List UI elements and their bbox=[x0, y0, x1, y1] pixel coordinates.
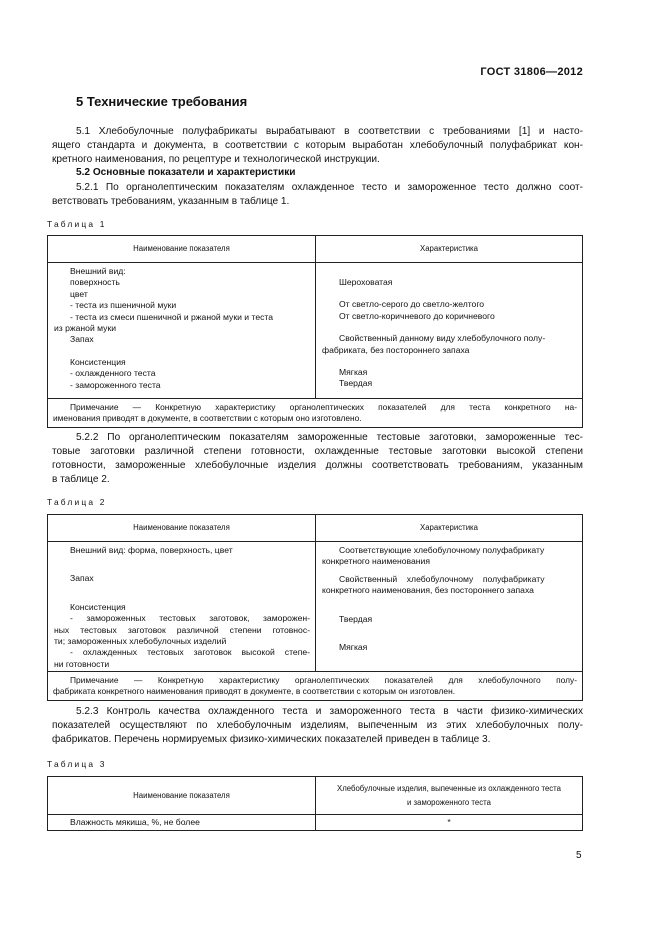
section-title: 5 Технические требования bbox=[76, 94, 248, 109]
table-2-right-cell bbox=[316, 542, 583, 672]
table-1-caption: Таблица 1 bbox=[47, 219, 107, 229]
row-label: поверхность bbox=[70, 277, 120, 288]
row-label: ти; замороженных хлебобулочных изделий bbox=[54, 636, 227, 647]
table-3-col1-header: Наименование показателя bbox=[48, 777, 316, 815]
subsection-title: 5.2 Основные показатели и характеристики bbox=[76, 167, 296, 178]
row-label: - замороженных тестовых заготовок, заморожен- bbox=[70, 613, 310, 624]
row-label: Внешний вид: форма, поверхность, цвет bbox=[70, 545, 233, 555]
row-label: - замороженного теста bbox=[70, 379, 161, 390]
table-3-row1-value: * bbox=[316, 815, 583, 831]
text-line: 5.1 Хлебобулочные полуфабрикаты вырабатывают в соответствии с требованиями [1] и насто- bbox=[76, 126, 583, 137]
row-value: Свойственный данному виду хлебобулочного полу- bbox=[339, 333, 546, 344]
table-1-right-cell bbox=[316, 263, 583, 399]
table-3-caption: Таблица 3 bbox=[47, 759, 107, 769]
table-1-col1-header: Наименование показателя bbox=[48, 236, 316, 263]
row-label: - теста из смеси пшеничной и ржаной муки и теста bbox=[70, 311, 274, 322]
row-label: цвет bbox=[70, 288, 88, 299]
table-3-col2-header bbox=[316, 777, 583, 815]
row-value: фабриката, без постороннего запаха bbox=[322, 344, 470, 355]
table-2 bbox=[47, 514, 583, 701]
row-label: - теста из пшеничной муки bbox=[70, 300, 177, 311]
row-value: Шероховатая bbox=[339, 277, 393, 287]
table-2-note bbox=[48, 672, 583, 701]
table-1-left-cell bbox=[48, 263, 316, 399]
row-value: От светло-серого до светло-желтого bbox=[339, 299, 485, 310]
table-2-col1-header: Наименование показателя bbox=[48, 515, 316, 542]
row-label: - охлажденных тестовых заготовок высокой степе- bbox=[70, 647, 310, 658]
table-3-row1-name: Влажность мякиша, %, не более bbox=[48, 815, 316, 831]
row-label: ни готовности bbox=[54, 658, 110, 669]
row-label: Консистенция bbox=[70, 601, 126, 612]
text-line: в таблице 2. bbox=[52, 473, 110, 485]
paragraph-5-2-2 bbox=[52, 431, 583, 487]
table-3 bbox=[47, 776, 583, 831]
note-line: фабриката конкретного наименования приводят в документе, в соответствии с которым он изготовлен. bbox=[53, 686, 456, 697]
text-line: 5.2.3 Контроль качества охлажденного теста и замороженного теста в части физико-химических bbox=[76, 706, 583, 717]
table-2-col2-header: Характеристика bbox=[316, 515, 583, 542]
row-label: Запах bbox=[70, 573, 94, 584]
row-value: конкретного наименования bbox=[322, 556, 430, 567]
row-value: Свойственный хлебобулочному полуфабрикату bbox=[339, 573, 545, 584]
text-line: товые заготовки различной степени готовности, охлажденные тестовые заготовки высокой степени bbox=[52, 445, 583, 457]
row-label: Запах bbox=[70, 334, 94, 345]
row-value: Соответствующие хлебобулочному полуфабрикату bbox=[339, 545, 545, 555]
table-1-col2-header: Характеристика bbox=[316, 236, 583, 263]
table-1-note bbox=[48, 399, 583, 428]
note-line: Примечание — Конкретную характеристику органолептических показателей для теста конкретного на- bbox=[70, 402, 577, 412]
text-line: ветствовать требованиям, указанным в таблице 1. bbox=[52, 195, 290, 207]
paragraph-5-2-3 bbox=[52, 705, 583, 747]
note-line: именования приводят в документе, в соответствии с которым оно изготовлено. bbox=[53, 413, 362, 424]
text-line: фабрикатов. Перечень нормируемых физико-химических показателей приведен в таблице 3. bbox=[52, 733, 491, 745]
row-label: из ржаной муки bbox=[54, 323, 117, 334]
col2-header-line: и замороженного теста bbox=[407, 797, 491, 807]
text-line: 5.2.1 По органолептическим показателям охлажденное тесто и замороженное тесто должно соот- bbox=[76, 182, 583, 193]
table-1 bbox=[47, 235, 583, 428]
col2-header-line: Хлебобулочные изделия, выпеченные из охлажденного теста bbox=[337, 783, 561, 793]
page-number: 5 bbox=[576, 850, 582, 861]
table-2-left-cell bbox=[48, 542, 316, 672]
table-2-caption: Таблица 2 bbox=[47, 497, 107, 507]
row-label: - охлажденного теста bbox=[70, 368, 156, 379]
paragraph-5-1 bbox=[52, 125, 583, 167]
note-line: Примечание — Конкретную характеристику органолептических показателей для хлебобулочного полу- bbox=[70, 675, 577, 685]
text-line: показателей осуществляют по хлебобулочным изделиям, выпеченным из этих хлебобулочных полу- bbox=[52, 719, 583, 731]
row-label: ных тестовых заготовок различной степени готовнос- bbox=[54, 624, 310, 635]
text-line: ящего стандарта и документа, в соответствии с которым выработан хлебобулочный полуфабрикат кон- bbox=[52, 139, 583, 151]
standard-number: ГОСТ 31806—2012 bbox=[480, 66, 583, 78]
row-value: Твердая bbox=[339, 613, 373, 624]
row-label: Внешний вид: bbox=[70, 266, 126, 276]
text-line: готовности, замороженные хлебобулочные изделия должны соответствовать требованиям, указанным bbox=[52, 459, 583, 471]
text-line: кретного наименования, по рецептуре и технологической инструкции. bbox=[52, 153, 380, 165]
text-line: 5.2.2 По органолептическим показателям замороженные тестовые заготовки, замороженные тес- bbox=[76, 432, 583, 443]
paragraph-5-2-1 bbox=[52, 181, 583, 209]
row-value: конкретного наименования, без постороннего запаха bbox=[322, 585, 534, 596]
row-value: Мягкая bbox=[339, 642, 368, 653]
row-value: Твердая bbox=[339, 378, 373, 389]
row-value: От светло-коричневого до коричневого bbox=[339, 310, 495, 321]
row-value: Мягкая bbox=[339, 367, 368, 378]
row-label: Консистенция bbox=[70, 356, 126, 367]
